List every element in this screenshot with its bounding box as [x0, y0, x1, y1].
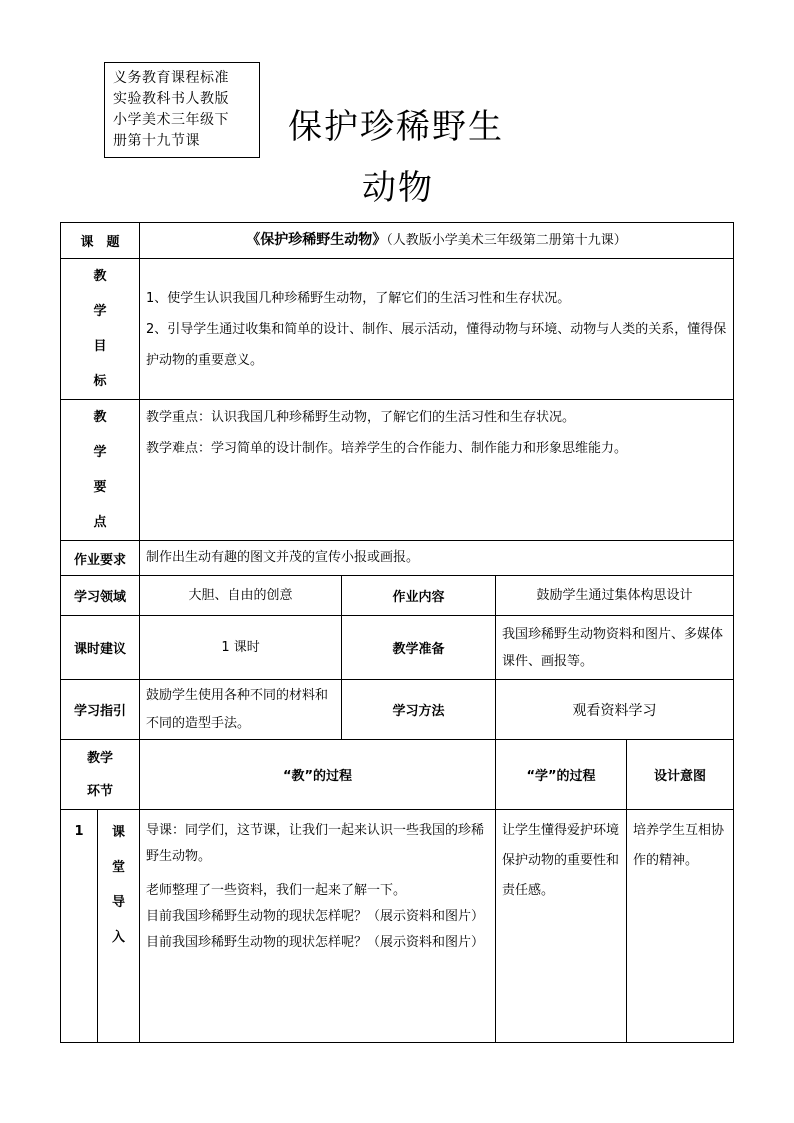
stage-name-char: 导: [112, 895, 126, 910]
stage-teach-content: [140, 810, 496, 1043]
page-title-line2: 动物: [362, 168, 434, 208]
process-header-row: [61, 740, 734, 810]
key-points-content: [140, 400, 734, 541]
label-char: 点: [93, 515, 107, 530]
label-char: 学: [93, 304, 107, 319]
stage-row: [61, 810, 734, 1043]
learning-method-value: 观看资料学习: [496, 680, 734, 740]
stage-number: 1: [61, 810, 98, 1043]
series-line: 册第十九节课: [113, 133, 200, 149]
series-line: 小学美术三年级下: [113, 112, 229, 128]
teach-line: 老师整理了一些资料，我们一起来了解一下。: [146, 883, 407, 898]
objectives-content: [140, 259, 734, 400]
topic-cell: [140, 223, 734, 259]
stage-design-content: 培养学生互相协作的精神。: [627, 810, 734, 1043]
homework-content-value: 鼓励学生通过集体构思设计: [496, 576, 734, 616]
label-char: 目: [93, 339, 107, 354]
learning-domain-label: 学习领域: [61, 576, 140, 616]
label-char: 教: [93, 410, 107, 425]
label-char: 要: [93, 480, 107, 495]
topic-title: 《保护珍稀野生动物》: [246, 232, 387, 248]
preparation-value: 我国珍稀野生动物资料和图片、多媒体课件、画报等。: [496, 616, 734, 680]
class-hours-value: 1 课时: [140, 616, 342, 680]
teach-process-header: “教”的过程: [140, 740, 496, 810]
objective-item: 2、引导学生通过收集和简单的设计、制作、展示活动，懂得动物与环境、动物与人类的关系，懂得保护动物的重要意义。: [146, 321, 727, 368]
stage-name-char: 堂: [112, 860, 126, 875]
key-point-item: 教学难点：学习简单的设计制作。培养学生的合作能力、制作能力和形象思维能力。: [146, 441, 628, 456]
learning-method-label: 学习方法: [342, 680, 496, 740]
series-line: 实验教科书人教版: [113, 91, 229, 107]
stage-header-line: 环节: [87, 783, 114, 799]
topic-note: （人教版小学美术三年级第二册第十九课）: [386, 233, 627, 248]
learning-guide-value: 鼓励学生使用各种不同的材料和不同的造型手法。: [140, 680, 342, 740]
objectives-label: [61, 259, 140, 400]
learning-domain-value: 大胆、自由的创意: [140, 576, 342, 616]
key-points-row: [61, 400, 734, 541]
homework-row: [61, 541, 734, 576]
design-intent-header: 设计意图: [627, 740, 734, 810]
stage-header: [61, 740, 140, 810]
key-point-item: 教学重点：认识我国几种珍稀野生动物，了解它们的生活习性和生存状况。: [146, 410, 576, 425]
class-hours-row: [61, 616, 734, 680]
teach-line: 导课：同学们，这节课，让我们一起来认识一些我国的珍稀野生动物。: [146, 823, 485, 864]
class-hours-label: 课时建议: [61, 616, 140, 680]
stage-name-char: 入: [112, 930, 126, 945]
topic-label: 课 题: [61, 223, 140, 259]
topic-row: [61, 223, 734, 259]
learning-guide-label: 学习指引: [61, 680, 140, 740]
objectives-row: [61, 259, 734, 400]
stage-learn-content: 让学生懂得爱护环境保护动物的重要性和责任感。: [496, 810, 627, 1043]
series-info-box: [104, 62, 260, 158]
stage-header-line: 教学: [87, 750, 114, 766]
homework-content-label: 作业内容: [342, 576, 496, 616]
learning-guide-row: [61, 680, 734, 740]
learning-domain-row: [61, 576, 734, 616]
label-char: 学: [93, 445, 107, 460]
key-points-label: [61, 400, 140, 541]
homework-value: 制作出生动有趣的图文并茂的宣传小报或画报。: [140, 541, 734, 576]
teach-line: 目前我国珍稀野生动物的现状怎样呢？（展示资料和图片）: [146, 909, 485, 924]
label-char: 标: [93, 374, 107, 389]
label-char: 教: [93, 269, 107, 284]
preparation-label: 教学准备: [342, 616, 496, 680]
stage-name-char: 课: [112, 825, 126, 840]
objective-item: 1、使学生认识我国几种珍稀野生动物，了解它们的生活习性和生存状况。: [146, 290, 571, 306]
teach-line: 目前我国珍稀野生动物的现状怎样呢？（展示资料和图片）: [146, 935, 485, 950]
homework-label: 作业要求: [61, 541, 140, 576]
page-title-line1: 保护珍稀野生: [288, 107, 504, 147]
lesson-plan-table: [60, 222, 734, 1043]
series-line: 义务教育课程标准: [113, 70, 229, 86]
stage-name: [98, 810, 140, 1043]
learn-process-header: “学”的过程: [496, 740, 627, 810]
